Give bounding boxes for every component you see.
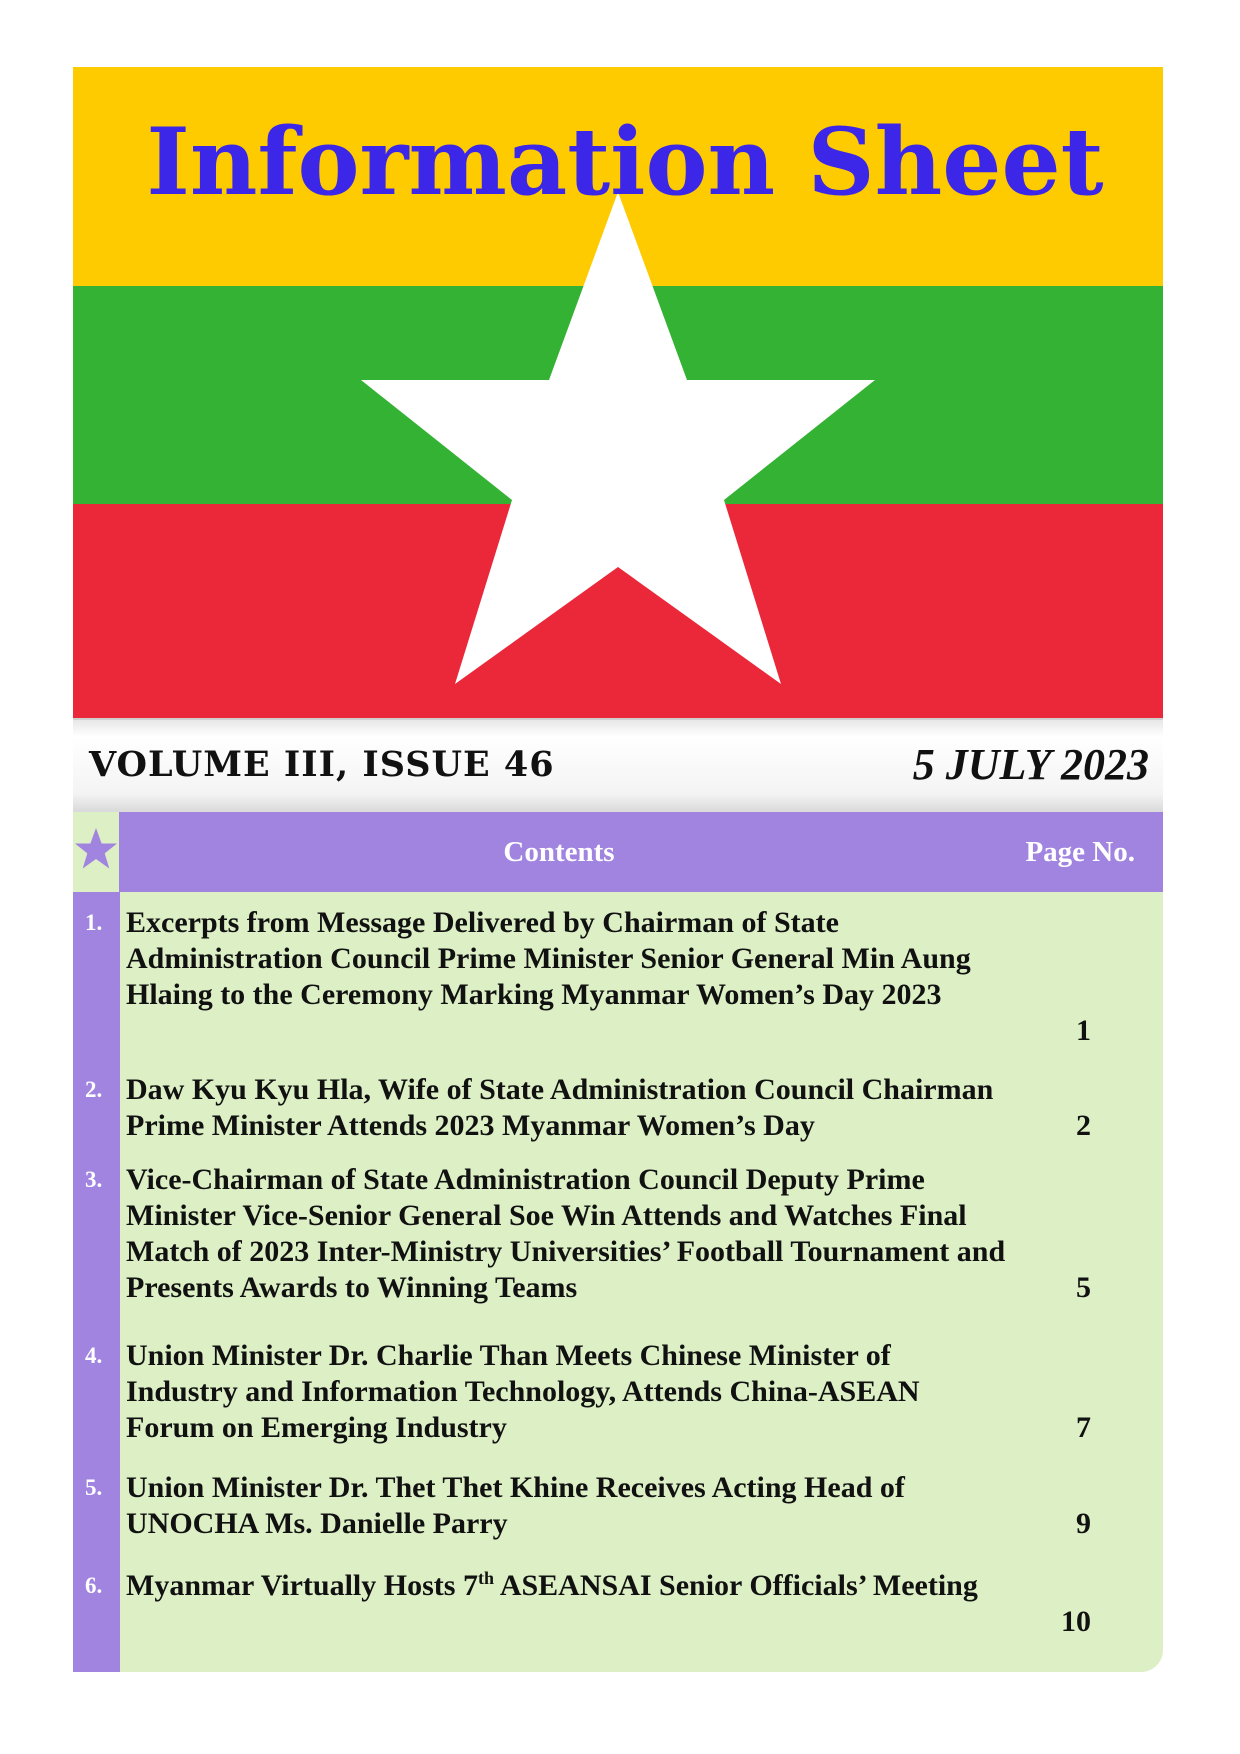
myanmar-flag-banner (73, 67, 1163, 718)
toc-item[interactable] (73, 1470, 1163, 1542)
item-number: 3. (85, 1167, 103, 1192)
page-title: Information Sheet (146, 107, 1104, 216)
item-page-number: 7 (1076, 1411, 1091, 1444)
item-title: Vice-Chairman of State Administration Council Deputy Prime Minister Vice-Senior General Soe Win Attends and Watches Final Match of 2023 Inter-Ministry Universities’ Football Tournament and Presents Awards to Winning Teams (126, 1163, 1006, 1304)
contents-table (73, 812, 1163, 1672)
item-page-number: 1 (1076, 1014, 1091, 1047)
item-title: Union Minister Dr. Thet Thet Khine Receives Acting Head of UNOCHA Ms. Danielle Parry (126, 1471, 905, 1540)
item-page-number: 9 (1076, 1507, 1091, 1540)
contents-title: Contents (503, 836, 615, 868)
toc-item[interactable] (73, 1568, 1163, 1640)
issue-date: 5 JULY 2023 (912, 740, 1149, 789)
star-icon (73, 812, 119, 892)
item-title: Excerpts from Message Delivered by Chairman of State Administration Council Prime Minister Senior General Min Aung Hlaing to the Ceremony Marking Myanmar Women’s Day 2023 (126, 906, 971, 1011)
item-page-number: 5 (1076, 1271, 1091, 1304)
item-number: 5. (85, 1475, 103, 1500)
item-number: 1. (85, 910, 103, 935)
item-title-start: Myanmar Virtually Hosts 7 (126, 1569, 478, 1602)
contents-header (119, 812, 1163, 892)
item-title-superscript: th (477, 1568, 494, 1588)
item-title: Union Minister Dr. Charlie Than Meets Chinese Minister of Industry and Information Technology, Attends China-ASEAN Forum on Emerging Industry (126, 1339, 920, 1444)
toc-item[interactable] (73, 1162, 1163, 1306)
item-number: 4. (85, 1343, 103, 1368)
item-number: 2. (85, 1077, 103, 1102)
volume-issue-label: VOLUME III, ISSUE 46 (89, 744, 555, 785)
page-number-header: Page No. (1025, 836, 1135, 868)
toc-item[interactable] (73, 1338, 1163, 1446)
issue-bar (73, 718, 1163, 812)
item-title-end: ASEANSAI Senior Officials’ Meeting (493, 1569, 978, 1602)
item-page-number: 2 (1076, 1109, 1091, 1142)
item-title: Daw Kyu Kyu Hla, Wife of State Administration Council Chairman Prime Minister Attends 2023 Myanmar Women’s Day (126, 1073, 994, 1142)
toc-item[interactable] (73, 1072, 1163, 1144)
toc-item[interactable] (73, 905, 1163, 1049)
item-page-number: 10 (1061, 1605, 1091, 1638)
item-title (126, 1568, 1006, 1604)
item-number: 6. (85, 1573, 103, 1598)
